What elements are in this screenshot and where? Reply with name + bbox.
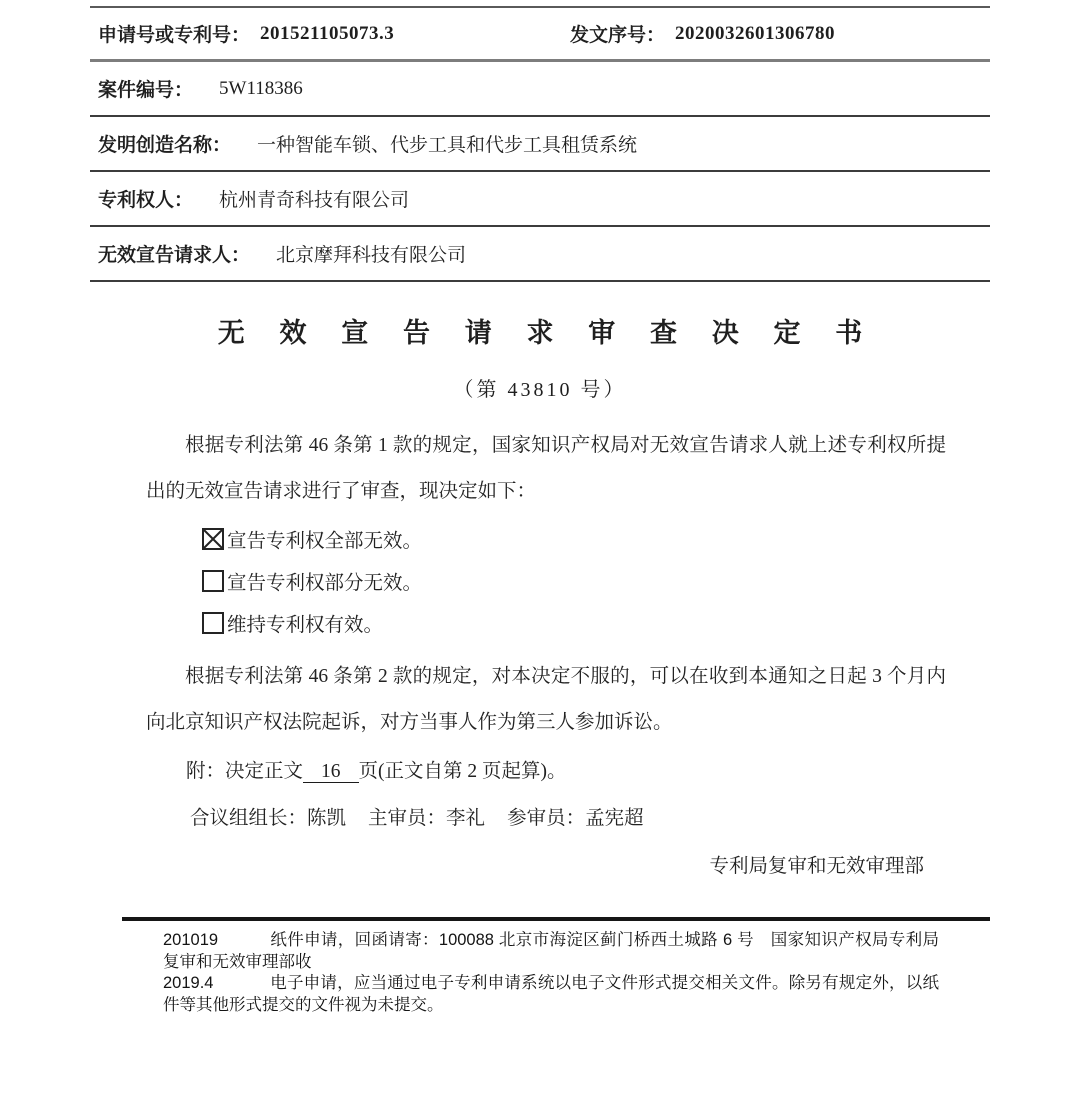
attachment-suffix: 页(正文自第 2 页起算)。 bbox=[358, 761, 567, 782]
header-row-invention-title bbox=[90, 117, 990, 172]
panel-assistant-name: 孟宪超 bbox=[585, 808, 644, 829]
petitioner-label: 无效宣告请求人： bbox=[98, 245, 251, 266]
panel-assistant-label: 参审员： bbox=[507, 808, 586, 829]
case-no-label: 案件编号： bbox=[98, 80, 194, 101]
patentee-label: 专利权人： bbox=[98, 190, 194, 211]
header-row-application bbox=[90, 6, 990, 62]
header-row-petitioner bbox=[90, 227, 990, 282]
panel-members-line bbox=[146, 797, 946, 841]
option-label: 宣告专利权部分无效。 bbox=[227, 573, 423, 594]
panel-examiner-name: 李礼 bbox=[446, 808, 486, 829]
document-title: 无 效 宣 告 请 求 审 查 决 定 书 bbox=[217, 318, 877, 348]
empty-checkbox-icon bbox=[202, 612, 224, 634]
attachment-page-count: 16 bbox=[303, 761, 359, 783]
header-row-case-no bbox=[90, 62, 990, 117]
checked-checkbox-icon bbox=[202, 528, 224, 550]
dispatch-no-value: 2020032601306780 bbox=[675, 22, 836, 44]
paragraph-appeal-rights: 根据专利法第 46 条第 2 款的规定，对本决定不服的，可以在收到本通知之日起 3 个月内向北京知识产权法院起诉，对方当事人作为第三人参加诉讼。 bbox=[146, 666, 946, 733]
decision-options bbox=[146, 518, 946, 644]
footer-note-electronic bbox=[163, 973, 939, 1016]
dispatch-no-cell bbox=[570, 20, 835, 47]
footer-notes-text bbox=[163, 930, 939, 1016]
footer-note-paper bbox=[163, 930, 939, 973]
panel-examiner-label: 主审员： bbox=[368, 808, 447, 829]
issuing-department: 专利局复审和无效审理部 bbox=[709, 856, 924, 877]
document-body bbox=[90, 6, 990, 889]
empty-checkbox-icon bbox=[202, 570, 224, 592]
option-maintain-valid bbox=[146, 602, 946, 644]
application-no-value: 201521105073.3 bbox=[260, 22, 395, 44]
footer-note-text: 纸件申请，回函请寄：100088 北京市海淀区蓟门桥西土城路 6 号 国家知识产权局专利局复审和无效审理部收 bbox=[163, 931, 939, 971]
footer-note-code: 201019 bbox=[163, 931, 219, 949]
paragraph-legal-basis: 根据专利法第 46 条第 1 款的规定，国家知识产权局对无效宣告请求人就上述专利权所提出的无效宣告请求进行了审查，现决定如下： bbox=[146, 435, 946, 502]
option-invalid-partial bbox=[146, 560, 946, 602]
option-invalid-all bbox=[146, 518, 946, 560]
invention-title-value: 一种智能车锁、代步工具和代步工具租赁系统 bbox=[257, 135, 638, 156]
footer-note-text: 电子申请，应当通过电子专利申请系统以电子文件形式提交相关文件。除另有规定外，以纸件等其他形式提交的文件视为未提交。 bbox=[163, 974, 939, 1014]
attachment-prefix: 附：决定正文 bbox=[186, 761, 304, 782]
case-no-value: 5W118386 bbox=[219, 77, 303, 99]
dispatch-no-label: 发文序号： bbox=[570, 25, 666, 46]
option-label: 维持专利权有效。 bbox=[227, 615, 384, 636]
header-row-patentee bbox=[90, 172, 990, 227]
petitioner-value: 北京摩拜科技有限公司 bbox=[276, 245, 467, 266]
panel-chair-label: 合议组组长： bbox=[190, 808, 308, 829]
decision-number: （第 43810 号） bbox=[453, 379, 627, 401]
option-label: 宣告专利权全部无效。 bbox=[227, 531, 423, 552]
application-no-label: 申请号或专利号： bbox=[98, 25, 251, 46]
decision-text bbox=[146, 423, 946, 889]
footer-notes bbox=[122, 917, 990, 1016]
footer-note-code: 2019.4 bbox=[163, 974, 214, 992]
patentee-value: 杭州青奇科技有限公司 bbox=[219, 190, 410, 211]
attachment-line bbox=[146, 750, 946, 794]
panel-chair-name: 陈凯 bbox=[307, 808, 347, 829]
invention-title-label: 发明创造名称： bbox=[98, 135, 232, 156]
